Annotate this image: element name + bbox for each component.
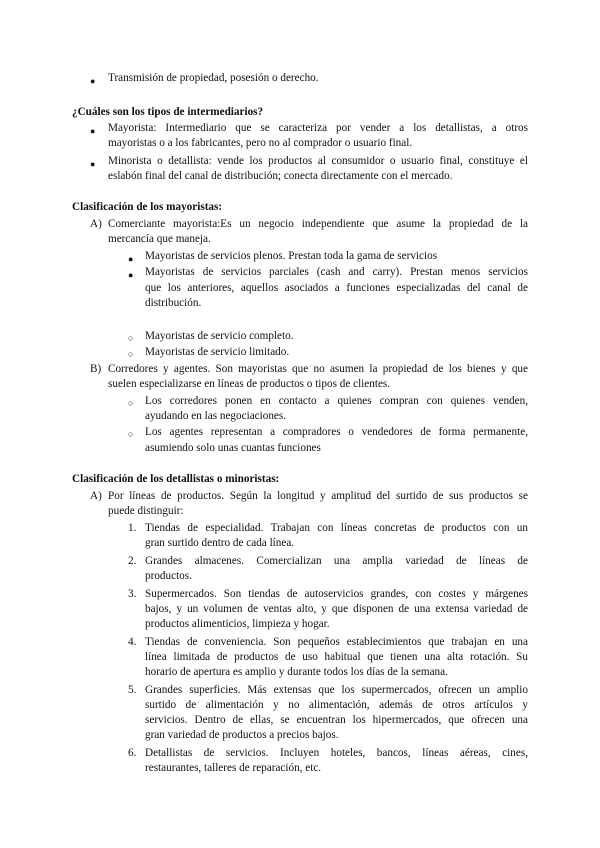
wholesalers-b-circle-1-line-2: ayudando en las negociaciones. [145,410,287,422]
retailers-item-1-number: 1. [128,522,137,534]
retailers-item-3-number: 3. [128,588,137,600]
bullet-icon: ● [128,270,134,280]
retailers-item-2-line-2: productos. [145,570,192,582]
retailers-item-3-line-1: Supermercados. Son tiendas de autoservicios grandes, con costes y márgenes [145,588,528,600]
retailers-item-1-line-2: gran surtido dentro de cada línea. [145,537,295,549]
bullet-icon: ● [90,159,96,169]
wholesalers-b-circle-2-line-1: Los agentes representan a compradores o vendedores de forma permanente, [145,426,528,438]
wholesalers-a-marker: A) [90,218,102,230]
bullet-icon: ● [90,76,96,86]
circle-bullet-icon: ○ [128,398,134,408]
wholesalers-a-line-1: Comerciante mayorista:Es un negocio independiente que asume la propiedad de la [108,218,528,230]
retailers-item-6-number: 6. [128,747,137,759]
types-item-2-line-1: Minorista o detallista: vende los productos al consumidor o usuario final, constituye el [108,155,528,167]
retailers-item-5-line-3: servicios. Dentro de ellas, se encuentran los hipermercados, que ofrecen una [145,714,528,726]
retailers-item-4-line-3: horario de apertura es amplio y durante todos los días de la semana. [145,666,448,678]
retailers-item-6-line-2: restaurantes, talleres de reparación, etc. [145,762,322,774]
types-item-1-line-1: Mayorista: Intermediario que se caracteriza por vender a los detallistas, a otros [108,122,528,134]
circle-bullet-icon: ○ [128,333,134,343]
retailers-heading: Clasificación de los detallistas o minoristas: [72,473,280,485]
wholesalers-a-sub-2-line-1: Mayoristas de servicios parciales (cash and carry). Prestan menos servicios [145,266,528,278]
retailers-item-1-line-1: Tiendas de especialidad. Trabajan con líneas concretas de productos con un [145,522,528,534]
retailers-item-5-line-2: surtido de alimentación y no alimentación, además de otros artículos y [145,699,528,711]
retailers-item-3-line-3: productos alimenticios, limpieza y hogar. [145,618,330,630]
retailers-item-5-number: 5. [128,684,137,696]
retailers-a-marker: A) [90,490,102,502]
wholesalers-b-line-2: suelen especializarse en líneas de productos o tipos de clientes. [108,378,391,390]
retailers-item-4-number: 4. [128,636,137,648]
wholesalers-a-circle-1: Mayoristas de servicio completo. [145,330,294,342]
bullet-icon: ● [90,126,96,136]
bullet-icon: ● [128,254,134,264]
wholesalers-a-circle-2: Mayoristas de servicio limitado. [145,346,290,358]
retailers-item-3-line-2: bajos, y un volumen de ventas alto, y que disponen de una extensa variedad de [145,603,528,615]
retailers-a-line-2: puede distinguir: [108,505,184,517]
intro-bullet-text: Transmisión de propiedad, posesión o derecho. [108,72,319,84]
circle-bullet-icon: ○ [128,349,134,359]
types-item-2-line-2: eslabón final del canal de distribución; conecta directamente con el mercado. [108,170,453,182]
wholesalers-a-sub-2-line-2: que los anteriores, aquellos asociados a funciones especializadas del canal de [145,282,528,294]
wholesalers-a-sub-1: Mayoristas de servicios plenos. Prestan toda la gama de servicios [145,250,438,262]
wholesalers-heading: Clasificación de los mayoristas: [72,201,223,213]
retailers-item-2-line-1: Grandes almacenes. Comercializan una amplia variedad de líneas de [145,555,528,567]
wholesalers-b-circle-1-line-1: Los corredores ponen en contacto a quienes compran con quienes venden, [145,395,528,407]
retailers-item-6-line-1: Detallistas de servicios. Incluyen hoteles, bancos, líneas aéreas, cines, [145,747,528,759]
types-heading: ¿Cuáles son los tipos de intermediarios? [72,106,264,118]
retailers-item-4-line-1: Tiendas de conveniencia. Son pequeños establecimientos que trabajan en una [145,636,528,648]
wholesalers-a-sub-2-line-3: distribución. [145,297,202,309]
retailers-item-4-line-2: línea limitada de productos de uso habitual que tienen una alta rotación. Su [145,651,528,663]
retailers-item-2-number: 2. [128,555,137,567]
wholesalers-b-line-1: Corredores y agentes. Son mayoristas que no asumen la propiedad de los bienes y que [108,363,528,375]
circle-bullet-icon: ○ [128,429,134,439]
wholesalers-a-line-2: mercancía que maneja. [108,233,211,245]
types-item-1-line-2: mayoristas o a los fabricantes, pero no al comprador o usuario final. [108,137,413,149]
wholesalers-b-marker: B) [90,363,102,375]
retailers-item-5-line-4: gran variedad de productos a precios bajos. [145,729,339,741]
retailers-item-5-line-1: Grandes superficies. Más extensas que los supermercados, ofrecen un amplio [145,684,528,696]
wholesalers-b-circle-2-line-2: asumiendo solo unas cuantas funciones [145,442,321,454]
retailers-a-line-1: Por líneas de productos. Según la longitud y amplitud del surtido de sus productos se [108,490,528,502]
